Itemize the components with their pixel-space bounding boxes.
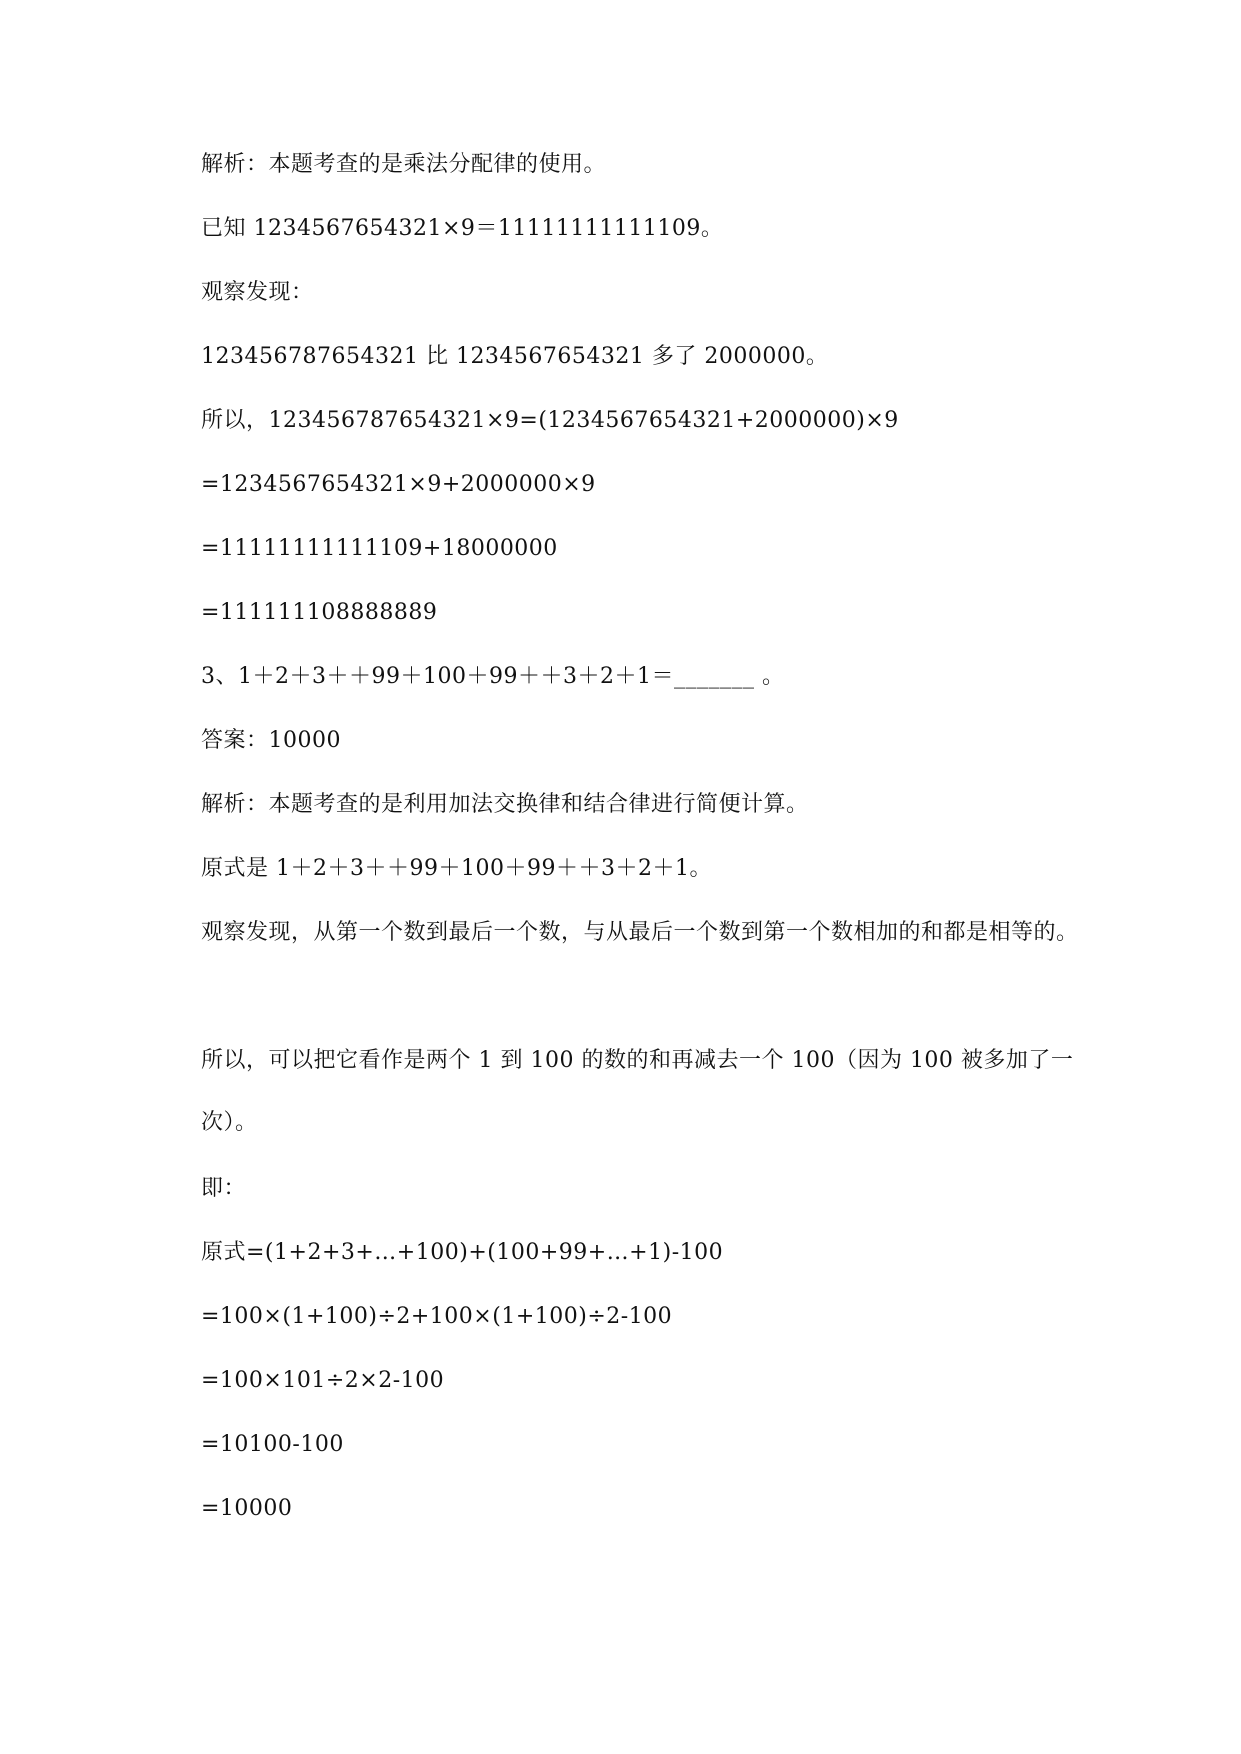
- solution-step-4: =10100-100: [201, 1432, 344, 1457]
- therefore-paragraph: 所以，可以把它看作是两个 1 到 100 的数的和再减去一个 100（因为 100 被多加了一次）。: [201, 1048, 1074, 1135]
- observation-text-1: 123456787654321 比 1234567654321 多了 2000000。: [201, 344, 829, 369]
- question-3: 3、1＋2＋3＋＋99＋100＋99＋＋3＋2＋1＝_______ 。: [201, 664, 785, 689]
- observation-label-1: 观察发现：: [201, 280, 314, 305]
- solution-step-1: 原式=(1+2+3+…+100)+(100+99+…+1)-100: [201, 1240, 724, 1265]
- solution-step-3: =100×101÷2×2-100: [201, 1368, 445, 1393]
- observation-paragraph: 观察发现，从第一个数到最后一个数，与从最后一个数到第一个数相加的和都是相等的。: [201, 920, 1079, 945]
- calculation-result-1: =111111108888889: [201, 600, 438, 625]
- solution-step-2: =100×(1+100)÷2+100×(1+100)÷2-100: [201, 1304, 673, 1329]
- original-expression: 原式是 1＋2＋3＋＋99＋100＋99＋＋3＋2＋1。: [201, 856, 712, 881]
- analysis-heading-3: 解析：本题考查的是利用加法交换律和结合律进行简便计算。: [201, 792, 809, 817]
- namely-label: 即：: [201, 1176, 247, 1201]
- solution-result: =10000: [201, 1496, 293, 1521]
- answer-3: 答案：10000: [201, 728, 341, 753]
- calculation-step-2: =1234567654321×9+2000000×9: [201, 472, 596, 497]
- given-equation: 已知 1234567654321×9＝11111111111109。: [201, 216, 724, 241]
- calculation-step-1: 所以，123456787654321×9=(1234567654321+2000000)×9: [201, 408, 899, 433]
- calculation-step-3: =11111111111109+18000000: [201, 536, 558, 561]
- analysis-heading-1: 解析：本题考查的是乘法分配律的使用。: [201, 152, 607, 177]
